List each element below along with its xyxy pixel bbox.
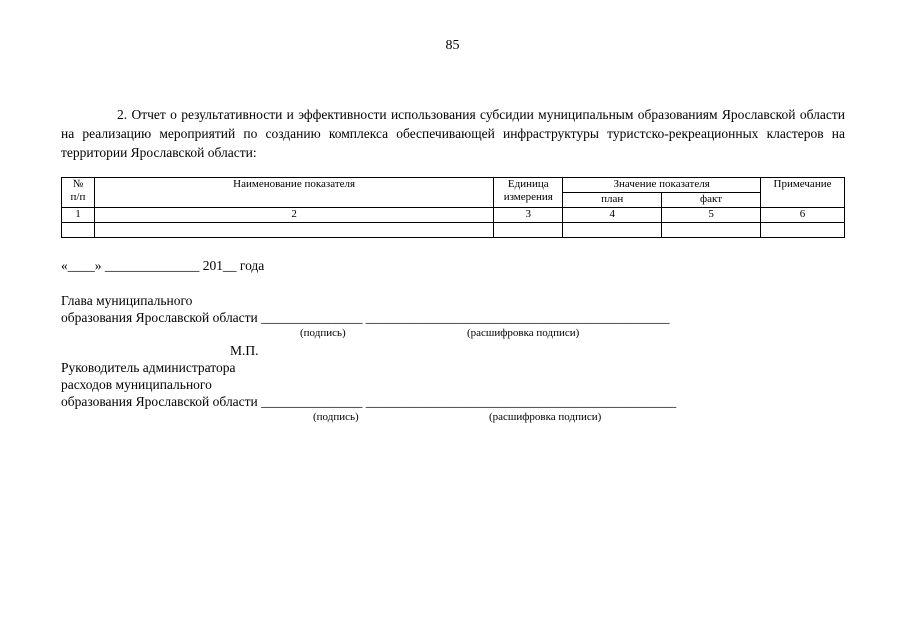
head-signature-caption: (подпись) [300,327,346,339]
table-cell [94,223,493,238]
column-number: 3 [494,208,563,223]
table-cell [662,223,761,238]
header-num: № п/п [62,178,95,208]
signature-block-head [61,292,670,326]
head-title-line1: Глава муниципального [61,293,193,308]
header-unit: Единица измерения [494,178,563,208]
column-number: 4 [563,208,662,223]
stamp-mark: М.П. [230,343,259,358]
header-fact: факт [662,193,761,208]
page-number: 85 [445,38,460,53]
admin-signature-caption: (подпись) [313,411,359,423]
column-number: 6 [761,208,845,223]
head-title-line2: образования Ярославской области _______________ _____________________________________________ [61,310,670,325]
signature-block-administrator [61,359,676,410]
table-header-row [62,178,845,193]
date-line: «____» ______________ 201__ года [61,258,265,273]
column-number: 5 [662,208,761,223]
header-value: Значение показателя [563,178,761,193]
table-cell [563,223,662,238]
table-cell [494,223,563,238]
admin-title-line2: расходов муниципального [61,377,212,392]
admin-decoding-caption: (расшифровка подписи) [489,411,602,423]
table-cell [62,223,95,238]
column-number: 2 [94,208,493,223]
admin-title-line3: образования Ярославской области _______________ ______________________________________________ [61,394,677,409]
header-plan: план [563,193,662,208]
report-table [61,177,845,238]
table-numbers-row [62,208,845,223]
intro-paragraph: 2. Отчет о результативности и эффективности использования субсидии муниципальным образованиям Ярославской области на реализацию мероприятий по созданию комплекса обеспечивающей инфраструктуры туристско-рекреационных кластеров на территории Ярославской области: [61,107,845,160]
header-note: Примечание [761,178,845,208]
header-name: Наименование показателя [94,178,493,208]
table-cell [761,223,845,238]
admin-title-line1: Руководитель администратора [61,360,236,375]
column-number: 1 [62,208,95,223]
head-decoding-caption: (расшифровка подписи) [467,327,580,339]
table-empty-row [62,223,845,238]
